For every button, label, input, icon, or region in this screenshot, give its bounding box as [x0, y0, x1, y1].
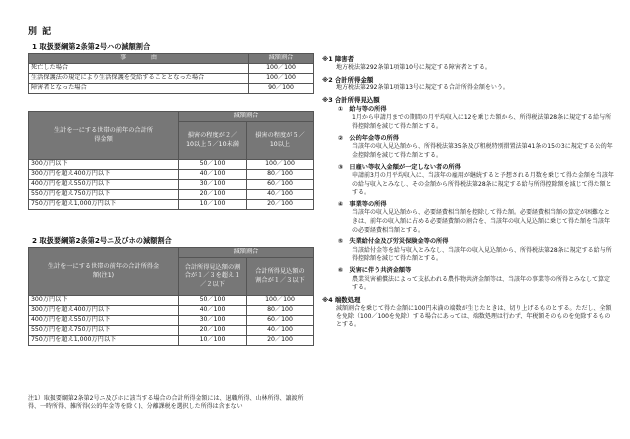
col-a: 合計所得見込額の割合が１／３を超え１／２以下 — [179, 258, 247, 296]
item-body: 当該年の収入見込額から、必要経費相当額を控除して得た額。必要経費相当額の算定が困難なときは、前年の収入額に占める必要経費額の割合を、当該年の収入見込額に乗じて得た額を当該年の必要経費相当額とする。 — [352, 209, 611, 234]
table-1 — [28, 53, 314, 94]
item-heading: ① 給与等の所得 — [338, 106, 387, 114]
note-heading: ※2 合計所得金額 — [322, 75, 374, 84]
table-row: 750万円を超え1,000万円以下 10／100 20／100 — [29, 200, 314, 210]
item-heading: ⑤ 失業給付金及び労災保険金等の所得 — [338, 238, 449, 246]
table-row: 300万円を超え400万円以下 40／100 80／100 — [29, 170, 314, 180]
item-heading: ③ 日雇い等収入金額が一定しない者の所得 — [338, 163, 461, 171]
table-2 — [28, 247, 314, 346]
section-2-heading: 2 取扱要綱第2条第2号ニ及びホの減額割合 — [32, 236, 172, 245]
note-1: 注1）取扱要綱第2条第2号ニ及びホに該当する場合の合計所得金額には、退職所得、山林所得、譲渡所得、一時所得、雑所得(公的年金等を除く)、分離課税を選択した所得は含まない — [28, 395, 304, 411]
table-row: 400万円を超え550万円以下 30／100 60／100 — [29, 180, 314, 190]
col-event: 事 由 — [29, 54, 249, 64]
item-body: 当該年の収入見込額から、所得税法第35条及び租税特別措置法第41条の15の3に規定する公的年金控除額を減じて得た額とする。 — [352, 143, 613, 159]
col-income: 生計を一にする世帯の前年の合計所得金額 — [29, 112, 179, 160]
item-body: 1月から申請月までの期間の月平均収入に12を乗じた額から、所得税法第28条に規定する給与所得控除額を減じて得た額とする。 — [352, 114, 612, 131]
col-b: 合計所得見込額の割合が１／３以下 — [247, 258, 314, 296]
table-row: 750万円を超え1,000万円以下 10／100 20／100 — [29, 336, 314, 346]
col-b: 損害の程度が５／10以上 — [247, 122, 314, 160]
item-body: 当該給付金等を給与収入とみなし、当該年の収入見込額から、所得税法第28条に規定する給与所得控除額を減じて得た額とする。 — [352, 246, 612, 263]
col-ratio: 減額割合 — [249, 54, 314, 64]
note-heading: ※3 合計所得見込額 — [322, 96, 380, 105]
note-body: 減額割合を乗じて得た金額に100円未満の端数が生じたときは、切り上げるものとする。ただし、全額を免除（100／100を免除）する場合にあっては、端数処理は行わず、年税額そのものを免除するものとする。 — [336, 304, 612, 328]
note-heading: ※4 端数処理 — [322, 295, 361, 304]
table-row: 300万円を超え400万円以下 40／100 80／100 — [29, 306, 314, 316]
notes-column — [322, 54, 614, 333]
table-row: 生活保護法の規定により生活保護を受給することとなった場合 100／100 — [29, 74, 314, 84]
table-1b — [28, 111, 314, 210]
col-ratio: 減額割合 — [179, 248, 314, 258]
item-body: 申請前3月の月平均収入に、当該年の雇用が継続すると予想される月数を乗じて得た金額を当該年の給与収入とみなし、その金額から所得税法第28条に規定する給与所得控除額を減じて得た額とする。 — [352, 171, 614, 197]
note-heading: ※1 障害者 — [322, 55, 355, 63]
table-row: 400万円を超え550万円以下 30／100 60／100 — [29, 316, 314, 326]
page-title: 別 記 — [28, 27, 53, 37]
table-row: 550万円を超え750万円以下 20／100 40／100 — [29, 190, 314, 200]
note-body: 地方税法第292条第1項第10号に規定する障害者とする。 — [336, 63, 491, 71]
table-row: 死亡した場合 100／100 — [29, 64, 314, 74]
col-a: 損害の程度が２／10以上５／10未満 — [179, 122, 247, 160]
section-1-heading: 1 取扱要綱第2条第2号ハの減額割合 — [32, 42, 151, 51]
note-body: 地方税法第292条第1項第13号に規定する合計所得金額をいう。 — [336, 84, 509, 92]
item-body: 農業災害補償法によって支払われる農作物共済金額等は、当該年の事業等の所得とみなして算定する。 — [352, 275, 611, 292]
col-income: 生計を一にする世帯の前年の合計所得金額(注1) — [29, 248, 179, 296]
item-heading: ② 公的年金等の所得 — [338, 134, 399, 142]
table-row: 300万円以下 50／100 100／100 — [29, 296, 314, 306]
table-row: 300万円以下 50／100 100／100 — [29, 160, 314, 170]
table-row: 550万円を超え750万円以下 20／100 40／100 — [29, 326, 314, 336]
item-heading: ⑥ 災害に伴う共済金額等 — [338, 267, 412, 275]
table-row: 障害者となった場合 90／100 — [29, 84, 314, 94]
col-ratio: 減額割合 — [179, 112, 314, 122]
item-heading: ④ 事業等の所得 — [338, 201, 387, 208]
